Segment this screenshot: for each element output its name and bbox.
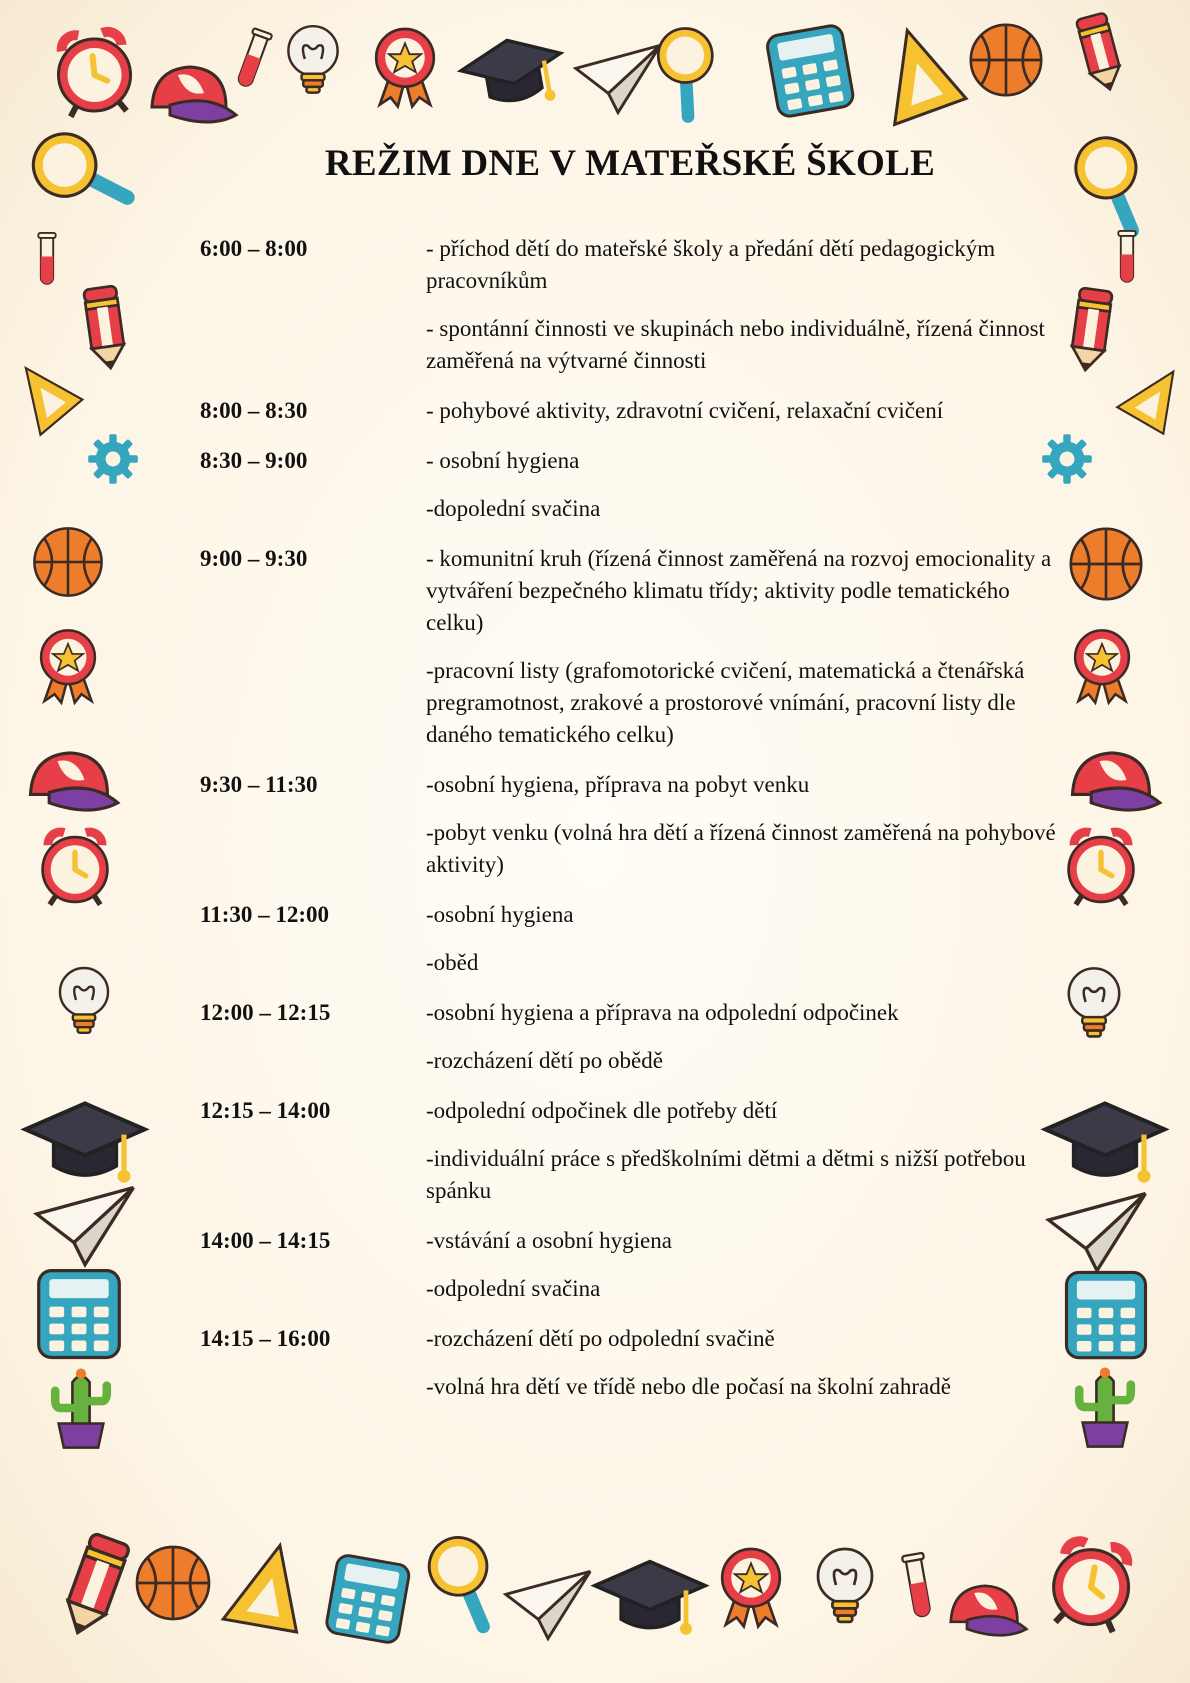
schedule-time: 9:00 – 9:30 [200,546,308,571]
schedule-description [426,769,1056,881]
schedule-time: 12:00 – 12:15 [200,1000,331,1025]
schedule-time: 14:15 – 16:00 [200,1326,331,1351]
graduation-cap-icon [449,11,576,138]
schedule-description [426,233,1056,377]
schedule-activity: -pracovní listy (grafomotorické cvičení, matematická a čtenářská pregramotnost, zrakové a prostorové vnímání, pracovní listy dle daného tematického celku) [426,658,1025,747]
schedule-description [426,445,1056,525]
schedule-entry [200,445,1060,525]
schedule-description [426,1225,1056,1305]
schedule-activity: -rozcházení dětí po odpolední svačině [426,1326,775,1351]
schedule-list [200,233,1060,1403]
schedule-description [426,1095,1056,1207]
pencil-icon [54,276,156,378]
schedule-entry [200,1323,1060,1403]
schedule-entry [200,997,1060,1077]
medal-icon [706,1540,796,1630]
cactus-icon [1062,1364,1148,1450]
schedule-activity: -osobní hygiena, příprava na pobyt venku [426,772,810,797]
schedule-time: 8:30 – 9:00 [200,448,308,473]
schedule-activity: -osobní hygiena [426,902,574,927]
schedule-activity: - pohybové aktivity, zdravotní cvičení, relaxační cvičení [426,398,944,423]
schedule-entry [200,1095,1060,1207]
triangle-ruler-icon [210,1528,324,1642]
medal-icon [1060,622,1144,706]
schedule-time: 12:15 – 14:00 [200,1098,331,1123]
calculator-icon [1054,1262,1158,1366]
light-bulb-icon [1052,960,1136,1044]
schedule-activity: -odpolední odpočinek dle potřeby dětí [426,1098,778,1123]
schedule-activity: -odpolední svačina [426,1276,601,1301]
calculator-icon [26,1260,132,1366]
schedule-activity: - osobní hygiena [426,448,580,473]
test-tube-icon [16,228,78,290]
schedule-activity: -individuální práce s předškolními dětmi a dětmi s nižší potřebou spánku [426,1146,1026,1203]
basketball-icon [1062,520,1150,608]
medal-icon [26,622,110,706]
schedule-activity: -osobní hygiena a příprava na odpolední odpočinek [426,1000,899,1025]
schedule-entry [200,395,1060,427]
gear-icon [82,428,144,490]
schedule-activity: -volná hra dětí ve třídě nebo dle počasí na školní zahradě [426,1374,951,1399]
schedule-entry [200,543,1060,751]
basketball-icon [128,1538,218,1628]
schedule-time: 14:00 – 14:15 [200,1228,331,1253]
light-bulb-icon [272,18,354,100]
light-bulb-icon [44,960,124,1040]
schedule-description [426,899,1056,979]
schedule-activity: -pobyt venku (volná hra dětí a řízená činnost zaměřená na pohybové aktivity) [426,820,1056,877]
graduation-cap-icon [590,1540,710,1660]
schedule-entry [200,233,1060,377]
schedule-activity: - spontánní činnosti ve skupinách nebo individuálně, řízená činnost zaměřená na výtvarné činnosti [426,316,1045,373]
alarm-clock-icon [1056,820,1146,910]
pencil-icon [1049,1,1152,104]
basketball-icon [962,16,1050,104]
magnifier-icon [9,105,142,238]
schedule-description [426,395,1056,427]
schedule-entry [200,899,1060,979]
triangle-ruler-icon [852,8,980,136]
alarm-clock-icon [1032,1522,1152,1642]
medal-icon [360,20,450,110]
calculator-icon [752,12,868,128]
schedule-description [426,543,1056,751]
light-bulb-icon [800,1540,890,1630]
page-content [200,130,1060,1421]
schedule-activity: -rozcházení dětí po obědě [426,1048,663,1073]
cap-icon [940,1566,1030,1656]
schedule-activity: -vstávání a osobní hygiena [426,1228,672,1253]
page-title: REŽIM DNE V MATEŘSKÉ ŠKOLE [324,143,936,184]
alarm-clock-icon [30,820,120,910]
schedule-time: 6:00 – 8:00 [200,236,308,261]
cap-icon [1060,730,1164,834]
schedule-entry [200,769,1060,881]
test-tube-icon [1096,226,1158,288]
schedule-activity: - příchod dětí do mateřské školy a předání dětí pedagogickým pracovníkům [426,236,996,293]
schedule-description [426,1323,1056,1403]
cap-icon [18,730,122,834]
paper-plane-icon [500,1556,596,1652]
basketball-icon [26,520,110,604]
schedule-description [426,997,1056,1077]
schedule-activity: -dopolední svačina [426,496,601,521]
cactus-icon [38,1365,124,1451]
schedule-entry [200,1225,1060,1305]
schedule-activity: -oběd [426,950,479,975]
schedule-time: 8:00 – 8:30 [200,398,308,423]
alarm-clock-icon [39,15,149,125]
schedule-activity: - komunitní kruh (řízená činnost zaměřená na rozvoj emocionality a vytváření bezpečného klimatu třídy; aktivity podle tematického celku) [426,546,1052,635]
schedule-time: 11:30 – 12:00 [200,902,330,927]
schedule-time: 9:30 – 11:30 [200,772,318,797]
magnifier-icon [1046,116,1174,244]
